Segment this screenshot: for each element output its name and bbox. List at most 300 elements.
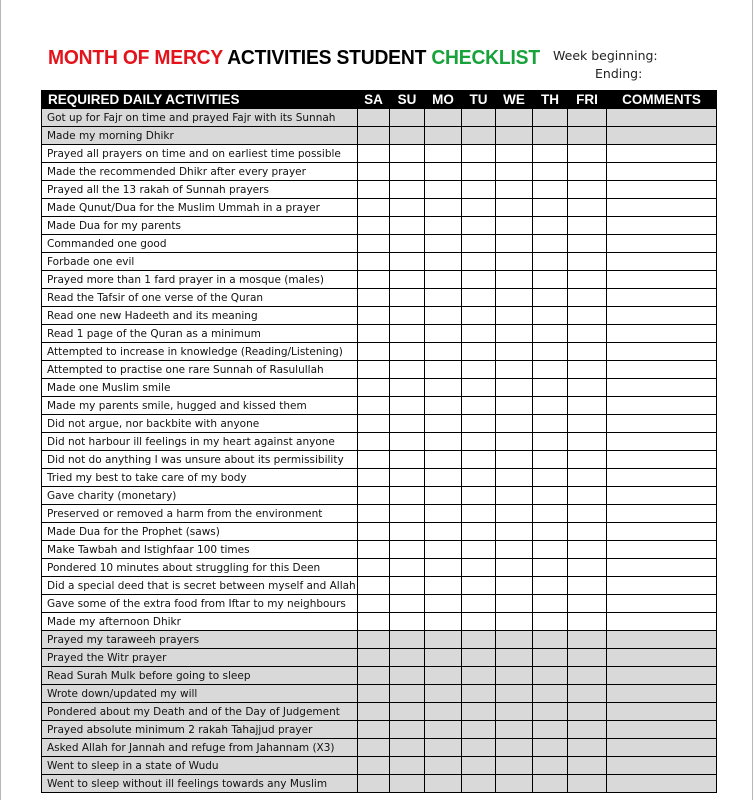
comment-cell[interactable] xyxy=(607,361,717,379)
comment-cell[interactable] xyxy=(607,649,717,667)
check-cell-th[interactable] xyxy=(533,505,568,523)
comment-cell[interactable] xyxy=(607,217,717,235)
check-cell-fri[interactable] xyxy=(568,613,607,631)
check-cell-su[interactable] xyxy=(390,757,425,775)
comment-cell[interactable] xyxy=(607,667,717,685)
check-cell-we[interactable] xyxy=(496,667,533,685)
check-cell-su[interactable] xyxy=(390,307,425,325)
check-cell-th[interactable] xyxy=(533,361,568,379)
check-cell-mo[interactable] xyxy=(425,163,462,181)
check-cell-tu[interactable] xyxy=(462,577,496,595)
check-cell-fri[interactable] xyxy=(568,163,607,181)
comment-cell[interactable] xyxy=(607,415,717,433)
check-cell-su[interactable] xyxy=(390,721,425,739)
check-cell-su[interactable] xyxy=(390,667,425,685)
check-cell-tu[interactable] xyxy=(462,541,496,559)
check-cell-mo[interactable] xyxy=(425,109,462,127)
check-cell-th[interactable] xyxy=(533,289,568,307)
check-cell-sa[interactable] xyxy=(358,577,390,595)
check-cell-tu[interactable] xyxy=(462,685,496,703)
check-cell-th[interactable] xyxy=(533,685,568,703)
check-cell-mo[interactable] xyxy=(425,343,462,361)
check-cell-th[interactable] xyxy=(533,415,568,433)
comment-cell[interactable] xyxy=(607,595,717,613)
check-cell-mo[interactable] xyxy=(425,739,462,757)
check-cell-mo[interactable] xyxy=(425,667,462,685)
check-cell-fri[interactable] xyxy=(568,487,607,505)
check-cell-mo[interactable] xyxy=(425,541,462,559)
check-cell-we[interactable] xyxy=(496,541,533,559)
comment-cell[interactable] xyxy=(607,181,717,199)
check-cell-fri[interactable] xyxy=(568,577,607,595)
comment-cell[interactable] xyxy=(607,577,717,595)
check-cell-th[interactable] xyxy=(533,343,568,361)
check-cell-we[interactable] xyxy=(496,775,533,793)
check-cell-we[interactable] xyxy=(496,595,533,613)
check-cell-sa[interactable] xyxy=(358,667,390,685)
check-cell-we[interactable] xyxy=(496,649,533,667)
check-cell-th[interactable] xyxy=(533,613,568,631)
comment-cell[interactable] xyxy=(607,289,717,307)
check-cell-tu[interactable] xyxy=(462,307,496,325)
check-cell-tu[interactable] xyxy=(462,649,496,667)
check-cell-su[interactable] xyxy=(390,271,425,289)
comment-cell[interactable] xyxy=(607,253,717,271)
check-cell-fri[interactable] xyxy=(568,649,607,667)
check-cell-su[interactable] xyxy=(390,649,425,667)
check-cell-fri[interactable] xyxy=(568,397,607,415)
check-cell-mo[interactable] xyxy=(425,415,462,433)
check-cell-fri[interactable] xyxy=(568,181,607,199)
check-cell-we[interactable] xyxy=(496,487,533,505)
check-cell-sa[interactable] xyxy=(358,415,390,433)
comment-cell[interactable] xyxy=(607,739,717,757)
check-cell-mo[interactable] xyxy=(425,559,462,577)
comment-cell[interactable] xyxy=(607,397,717,415)
check-cell-sa[interactable] xyxy=(358,433,390,451)
check-cell-th[interactable] xyxy=(533,217,568,235)
comment-cell[interactable] xyxy=(607,505,717,523)
check-cell-tu[interactable] xyxy=(462,721,496,739)
check-cell-th[interactable] xyxy=(533,127,568,145)
check-cell-su[interactable] xyxy=(390,703,425,721)
check-cell-we[interactable] xyxy=(496,577,533,595)
check-cell-fri[interactable] xyxy=(568,253,607,271)
comment-cell[interactable] xyxy=(607,379,717,397)
check-cell-sa[interactable] xyxy=(358,487,390,505)
check-cell-tu[interactable] xyxy=(462,775,496,793)
check-cell-fri[interactable] xyxy=(568,307,607,325)
check-cell-th[interactable] xyxy=(533,541,568,559)
check-cell-th[interactable] xyxy=(533,181,568,199)
check-cell-we[interactable] xyxy=(496,397,533,415)
check-cell-fri[interactable] xyxy=(568,217,607,235)
check-cell-mo[interactable] xyxy=(425,127,462,145)
check-cell-mo[interactable] xyxy=(425,649,462,667)
check-cell-tu[interactable] xyxy=(462,559,496,577)
check-cell-sa[interactable] xyxy=(358,775,390,793)
comment-cell[interactable] xyxy=(607,451,717,469)
check-cell-fri[interactable] xyxy=(568,505,607,523)
check-cell-fri[interactable] xyxy=(568,775,607,793)
check-cell-mo[interactable] xyxy=(425,307,462,325)
check-cell-we[interactable] xyxy=(496,703,533,721)
check-cell-su[interactable] xyxy=(390,343,425,361)
check-cell-sa[interactable] xyxy=(358,721,390,739)
check-cell-we[interactable] xyxy=(496,469,533,487)
check-cell-su[interactable] xyxy=(390,739,425,757)
check-cell-fri[interactable] xyxy=(568,757,607,775)
check-cell-we[interactable] xyxy=(496,127,533,145)
check-cell-fri[interactable] xyxy=(568,415,607,433)
check-cell-th[interactable] xyxy=(533,145,568,163)
check-cell-tu[interactable] xyxy=(462,523,496,541)
check-cell-fri[interactable] xyxy=(568,523,607,541)
check-cell-su[interactable] xyxy=(390,433,425,451)
check-cell-we[interactable] xyxy=(496,109,533,127)
check-cell-mo[interactable] xyxy=(425,685,462,703)
check-cell-tu[interactable] xyxy=(462,613,496,631)
check-cell-su[interactable] xyxy=(390,631,425,649)
check-cell-th[interactable] xyxy=(533,577,568,595)
check-cell-we[interactable] xyxy=(496,559,533,577)
comment-cell[interactable] xyxy=(607,487,717,505)
check-cell-sa[interactable] xyxy=(358,739,390,757)
check-cell-mo[interactable] xyxy=(425,217,462,235)
comment-cell[interactable] xyxy=(607,199,717,217)
check-cell-tu[interactable] xyxy=(462,253,496,271)
check-cell-th[interactable] xyxy=(533,559,568,577)
check-cell-mo[interactable] xyxy=(425,199,462,217)
check-cell-sa[interactable] xyxy=(358,541,390,559)
check-cell-sa[interactable] xyxy=(358,163,390,181)
check-cell-tu[interactable] xyxy=(462,343,496,361)
comment-cell[interactable] xyxy=(607,145,717,163)
check-cell-th[interactable] xyxy=(533,775,568,793)
check-cell-fri[interactable] xyxy=(568,433,607,451)
check-cell-we[interactable] xyxy=(496,433,533,451)
comment-cell[interactable] xyxy=(607,703,717,721)
comment-cell[interactable] xyxy=(607,343,717,361)
check-cell-su[interactable] xyxy=(390,127,425,145)
check-cell-su[interactable] xyxy=(390,595,425,613)
check-cell-th[interactable] xyxy=(533,649,568,667)
check-cell-tu[interactable] xyxy=(462,595,496,613)
comment-cell[interactable] xyxy=(607,757,717,775)
check-cell-tu[interactable] xyxy=(462,451,496,469)
check-cell-mo[interactable] xyxy=(425,361,462,379)
check-cell-tu[interactable] xyxy=(462,163,496,181)
check-cell-sa[interactable] xyxy=(358,685,390,703)
check-cell-fri[interactable] xyxy=(568,145,607,163)
check-cell-th[interactable] xyxy=(533,253,568,271)
check-cell-su[interactable] xyxy=(390,469,425,487)
check-cell-th[interactable] xyxy=(533,379,568,397)
check-cell-sa[interactable] xyxy=(358,235,390,253)
check-cell-mo[interactable] xyxy=(425,505,462,523)
comment-cell[interactable] xyxy=(607,523,717,541)
check-cell-fri[interactable] xyxy=(568,325,607,343)
check-cell-th[interactable] xyxy=(533,631,568,649)
check-cell-mo[interactable] xyxy=(425,145,462,163)
check-cell-fri[interactable] xyxy=(568,631,607,649)
check-cell-tu[interactable] xyxy=(462,235,496,253)
check-cell-th[interactable] xyxy=(533,721,568,739)
check-cell-th[interactable] xyxy=(533,163,568,181)
check-cell-tu[interactable] xyxy=(462,145,496,163)
check-cell-fri[interactable] xyxy=(568,199,607,217)
check-cell-tu[interactable] xyxy=(462,631,496,649)
check-cell-su[interactable] xyxy=(390,523,425,541)
check-cell-tu[interactable] xyxy=(462,127,496,145)
check-cell-su[interactable] xyxy=(390,235,425,253)
check-cell-tu[interactable] xyxy=(462,199,496,217)
check-cell-su[interactable] xyxy=(390,685,425,703)
check-cell-we[interactable] xyxy=(496,145,533,163)
check-cell-su[interactable] xyxy=(390,217,425,235)
check-cell-fri[interactable] xyxy=(568,127,607,145)
check-cell-mo[interactable] xyxy=(425,451,462,469)
check-cell-sa[interactable] xyxy=(358,271,390,289)
check-cell-tu[interactable] xyxy=(462,109,496,127)
check-cell-we[interactable] xyxy=(496,631,533,649)
check-cell-sa[interactable] xyxy=(358,253,390,271)
check-cell-fri[interactable] xyxy=(568,361,607,379)
check-cell-tu[interactable] xyxy=(462,397,496,415)
comment-cell[interactable] xyxy=(607,307,717,325)
check-cell-we[interactable] xyxy=(496,289,533,307)
check-cell-we[interactable] xyxy=(496,379,533,397)
check-cell-mo[interactable] xyxy=(425,325,462,343)
check-cell-mo[interactable] xyxy=(425,631,462,649)
check-cell-sa[interactable] xyxy=(358,325,390,343)
check-cell-fri[interactable] xyxy=(568,451,607,469)
check-cell-we[interactable] xyxy=(496,181,533,199)
check-cell-mo[interactable] xyxy=(425,577,462,595)
check-cell-tu[interactable] xyxy=(462,469,496,487)
check-cell-fri[interactable] xyxy=(568,271,607,289)
check-cell-su[interactable] xyxy=(390,109,425,127)
check-cell-tu[interactable] xyxy=(462,325,496,343)
check-cell-fri[interactable] xyxy=(568,595,607,613)
check-cell-we[interactable] xyxy=(496,415,533,433)
check-cell-su[interactable] xyxy=(390,163,425,181)
check-cell-su[interactable] xyxy=(390,199,425,217)
check-cell-fri[interactable] xyxy=(568,289,607,307)
check-cell-we[interactable] xyxy=(496,325,533,343)
check-cell-su[interactable] xyxy=(390,559,425,577)
check-cell-tu[interactable] xyxy=(462,667,496,685)
comment-cell[interactable] xyxy=(607,433,717,451)
comment-cell[interactable] xyxy=(607,325,717,343)
check-cell-sa[interactable] xyxy=(358,523,390,541)
comment-cell[interactable] xyxy=(607,109,717,127)
check-cell-sa[interactable] xyxy=(358,469,390,487)
check-cell-sa[interactable] xyxy=(358,109,390,127)
check-cell-tu[interactable] xyxy=(462,379,496,397)
check-cell-tu[interactable] xyxy=(462,487,496,505)
check-cell-mo[interactable] xyxy=(425,595,462,613)
comment-cell[interactable] xyxy=(607,559,717,577)
check-cell-fri[interactable] xyxy=(568,469,607,487)
check-cell-tu[interactable] xyxy=(462,703,496,721)
check-cell-we[interactable] xyxy=(496,505,533,523)
check-cell-su[interactable] xyxy=(390,325,425,343)
check-cell-mo[interactable] xyxy=(425,757,462,775)
check-cell-th[interactable] xyxy=(533,757,568,775)
check-cell-we[interactable] xyxy=(496,685,533,703)
check-cell-su[interactable] xyxy=(390,415,425,433)
check-cell-sa[interactable] xyxy=(358,199,390,217)
check-cell-mo[interactable] xyxy=(425,523,462,541)
check-cell-we[interactable] xyxy=(496,199,533,217)
check-cell-th[interactable] xyxy=(533,703,568,721)
check-cell-su[interactable] xyxy=(390,451,425,469)
check-cell-we[interactable] xyxy=(496,523,533,541)
check-cell-mo[interactable] xyxy=(425,433,462,451)
check-cell-we[interactable] xyxy=(496,451,533,469)
check-cell-sa[interactable] xyxy=(358,703,390,721)
check-cell-mo[interactable] xyxy=(425,703,462,721)
check-cell-mo[interactable] xyxy=(425,235,462,253)
check-cell-su[interactable] xyxy=(390,145,425,163)
check-cell-su[interactable] xyxy=(390,577,425,595)
check-cell-fri[interactable] xyxy=(568,721,607,739)
check-cell-tu[interactable] xyxy=(462,433,496,451)
check-cell-tu[interactable] xyxy=(462,739,496,757)
check-cell-sa[interactable] xyxy=(358,379,390,397)
check-cell-sa[interactable] xyxy=(358,343,390,361)
check-cell-tu[interactable] xyxy=(462,217,496,235)
check-cell-th[interactable] xyxy=(533,433,568,451)
check-cell-fri[interactable] xyxy=(568,703,607,721)
check-cell-we[interactable] xyxy=(496,721,533,739)
comment-cell[interactable] xyxy=(607,235,717,253)
check-cell-sa[interactable] xyxy=(358,127,390,145)
check-cell-sa[interactable] xyxy=(358,307,390,325)
check-cell-tu[interactable] xyxy=(462,361,496,379)
comment-cell[interactable] xyxy=(607,631,717,649)
check-cell-su[interactable] xyxy=(390,505,425,523)
check-cell-mo[interactable] xyxy=(425,181,462,199)
check-cell-sa[interactable] xyxy=(358,505,390,523)
check-cell-tu[interactable] xyxy=(462,181,496,199)
check-cell-su[interactable] xyxy=(390,541,425,559)
check-cell-we[interactable] xyxy=(496,613,533,631)
check-cell-th[interactable] xyxy=(533,487,568,505)
check-cell-we[interactable] xyxy=(496,235,533,253)
check-cell-su[interactable] xyxy=(390,775,425,793)
comment-cell[interactable] xyxy=(607,127,717,145)
check-cell-sa[interactable] xyxy=(358,361,390,379)
check-cell-th[interactable] xyxy=(533,235,568,253)
check-cell-sa[interactable] xyxy=(358,649,390,667)
check-cell-we[interactable] xyxy=(496,343,533,361)
check-cell-fri[interactable] xyxy=(568,559,607,577)
check-cell-sa[interactable] xyxy=(358,595,390,613)
check-cell-fri[interactable] xyxy=(568,343,607,361)
check-cell-we[interactable] xyxy=(496,361,533,379)
check-cell-th[interactable] xyxy=(533,397,568,415)
check-cell-we[interactable] xyxy=(496,757,533,775)
check-cell-su[interactable] xyxy=(390,613,425,631)
check-cell-fri[interactable] xyxy=(568,109,607,127)
check-cell-mo[interactable] xyxy=(425,397,462,415)
comment-cell[interactable] xyxy=(607,541,717,559)
check-cell-su[interactable] xyxy=(390,289,425,307)
check-cell-su[interactable] xyxy=(390,181,425,199)
check-cell-th[interactable] xyxy=(533,451,568,469)
check-cell-mo[interactable] xyxy=(425,775,462,793)
check-cell-su[interactable] xyxy=(390,397,425,415)
check-cell-mo[interactable] xyxy=(425,289,462,307)
comment-cell[interactable] xyxy=(607,271,717,289)
check-cell-tu[interactable] xyxy=(462,289,496,307)
check-cell-su[interactable] xyxy=(390,253,425,271)
check-cell-th[interactable] xyxy=(533,199,568,217)
check-cell-th[interactable] xyxy=(533,325,568,343)
check-cell-th[interactable] xyxy=(533,523,568,541)
check-cell-su[interactable] xyxy=(390,379,425,397)
check-cell-tu[interactable] xyxy=(462,415,496,433)
check-cell-th[interactable] xyxy=(533,739,568,757)
check-cell-mo[interactable] xyxy=(425,271,462,289)
check-cell-tu[interactable] xyxy=(462,271,496,289)
check-cell-fri[interactable] xyxy=(568,685,607,703)
check-cell-th[interactable] xyxy=(533,469,568,487)
check-cell-sa[interactable] xyxy=(358,289,390,307)
check-cell-sa[interactable] xyxy=(358,397,390,415)
check-cell-we[interactable] xyxy=(496,271,533,289)
check-cell-su[interactable] xyxy=(390,487,425,505)
check-cell-sa[interactable] xyxy=(358,217,390,235)
check-cell-sa[interactable] xyxy=(358,181,390,199)
check-cell-mo[interactable] xyxy=(425,469,462,487)
check-cell-we[interactable] xyxy=(496,739,533,757)
check-cell-mo[interactable] xyxy=(425,487,462,505)
check-cell-tu[interactable] xyxy=(462,757,496,775)
check-cell-sa[interactable] xyxy=(358,145,390,163)
check-cell-th[interactable] xyxy=(533,667,568,685)
check-cell-fri[interactable] xyxy=(568,739,607,757)
check-cell-we[interactable] xyxy=(496,307,533,325)
comment-cell[interactable] xyxy=(607,775,717,793)
check-cell-we[interactable] xyxy=(496,217,533,235)
check-cell-we[interactable] xyxy=(496,253,533,271)
check-cell-sa[interactable] xyxy=(358,757,390,775)
comment-cell[interactable] xyxy=(607,721,717,739)
comment-cell[interactable] xyxy=(607,613,717,631)
check-cell-tu[interactable] xyxy=(462,505,496,523)
check-cell-fri[interactable] xyxy=(568,667,607,685)
check-cell-we[interactable] xyxy=(496,163,533,181)
check-cell-sa[interactable] xyxy=(358,613,390,631)
check-cell-fri[interactable] xyxy=(568,235,607,253)
check-cell-sa[interactable] xyxy=(358,451,390,469)
check-cell-mo[interactable] xyxy=(425,721,462,739)
check-cell-sa[interactable] xyxy=(358,559,390,577)
comment-cell[interactable] xyxy=(607,163,717,181)
check-cell-fri[interactable] xyxy=(568,541,607,559)
check-cell-mo[interactable] xyxy=(425,253,462,271)
comment-cell[interactable] xyxy=(607,685,717,703)
check-cell-th[interactable] xyxy=(533,307,568,325)
check-cell-su[interactable] xyxy=(390,361,425,379)
comment-cell[interactable] xyxy=(607,469,717,487)
check-cell-fri[interactable] xyxy=(568,379,607,397)
check-cell-mo[interactable] xyxy=(425,379,462,397)
check-cell-th[interactable] xyxy=(533,109,568,127)
